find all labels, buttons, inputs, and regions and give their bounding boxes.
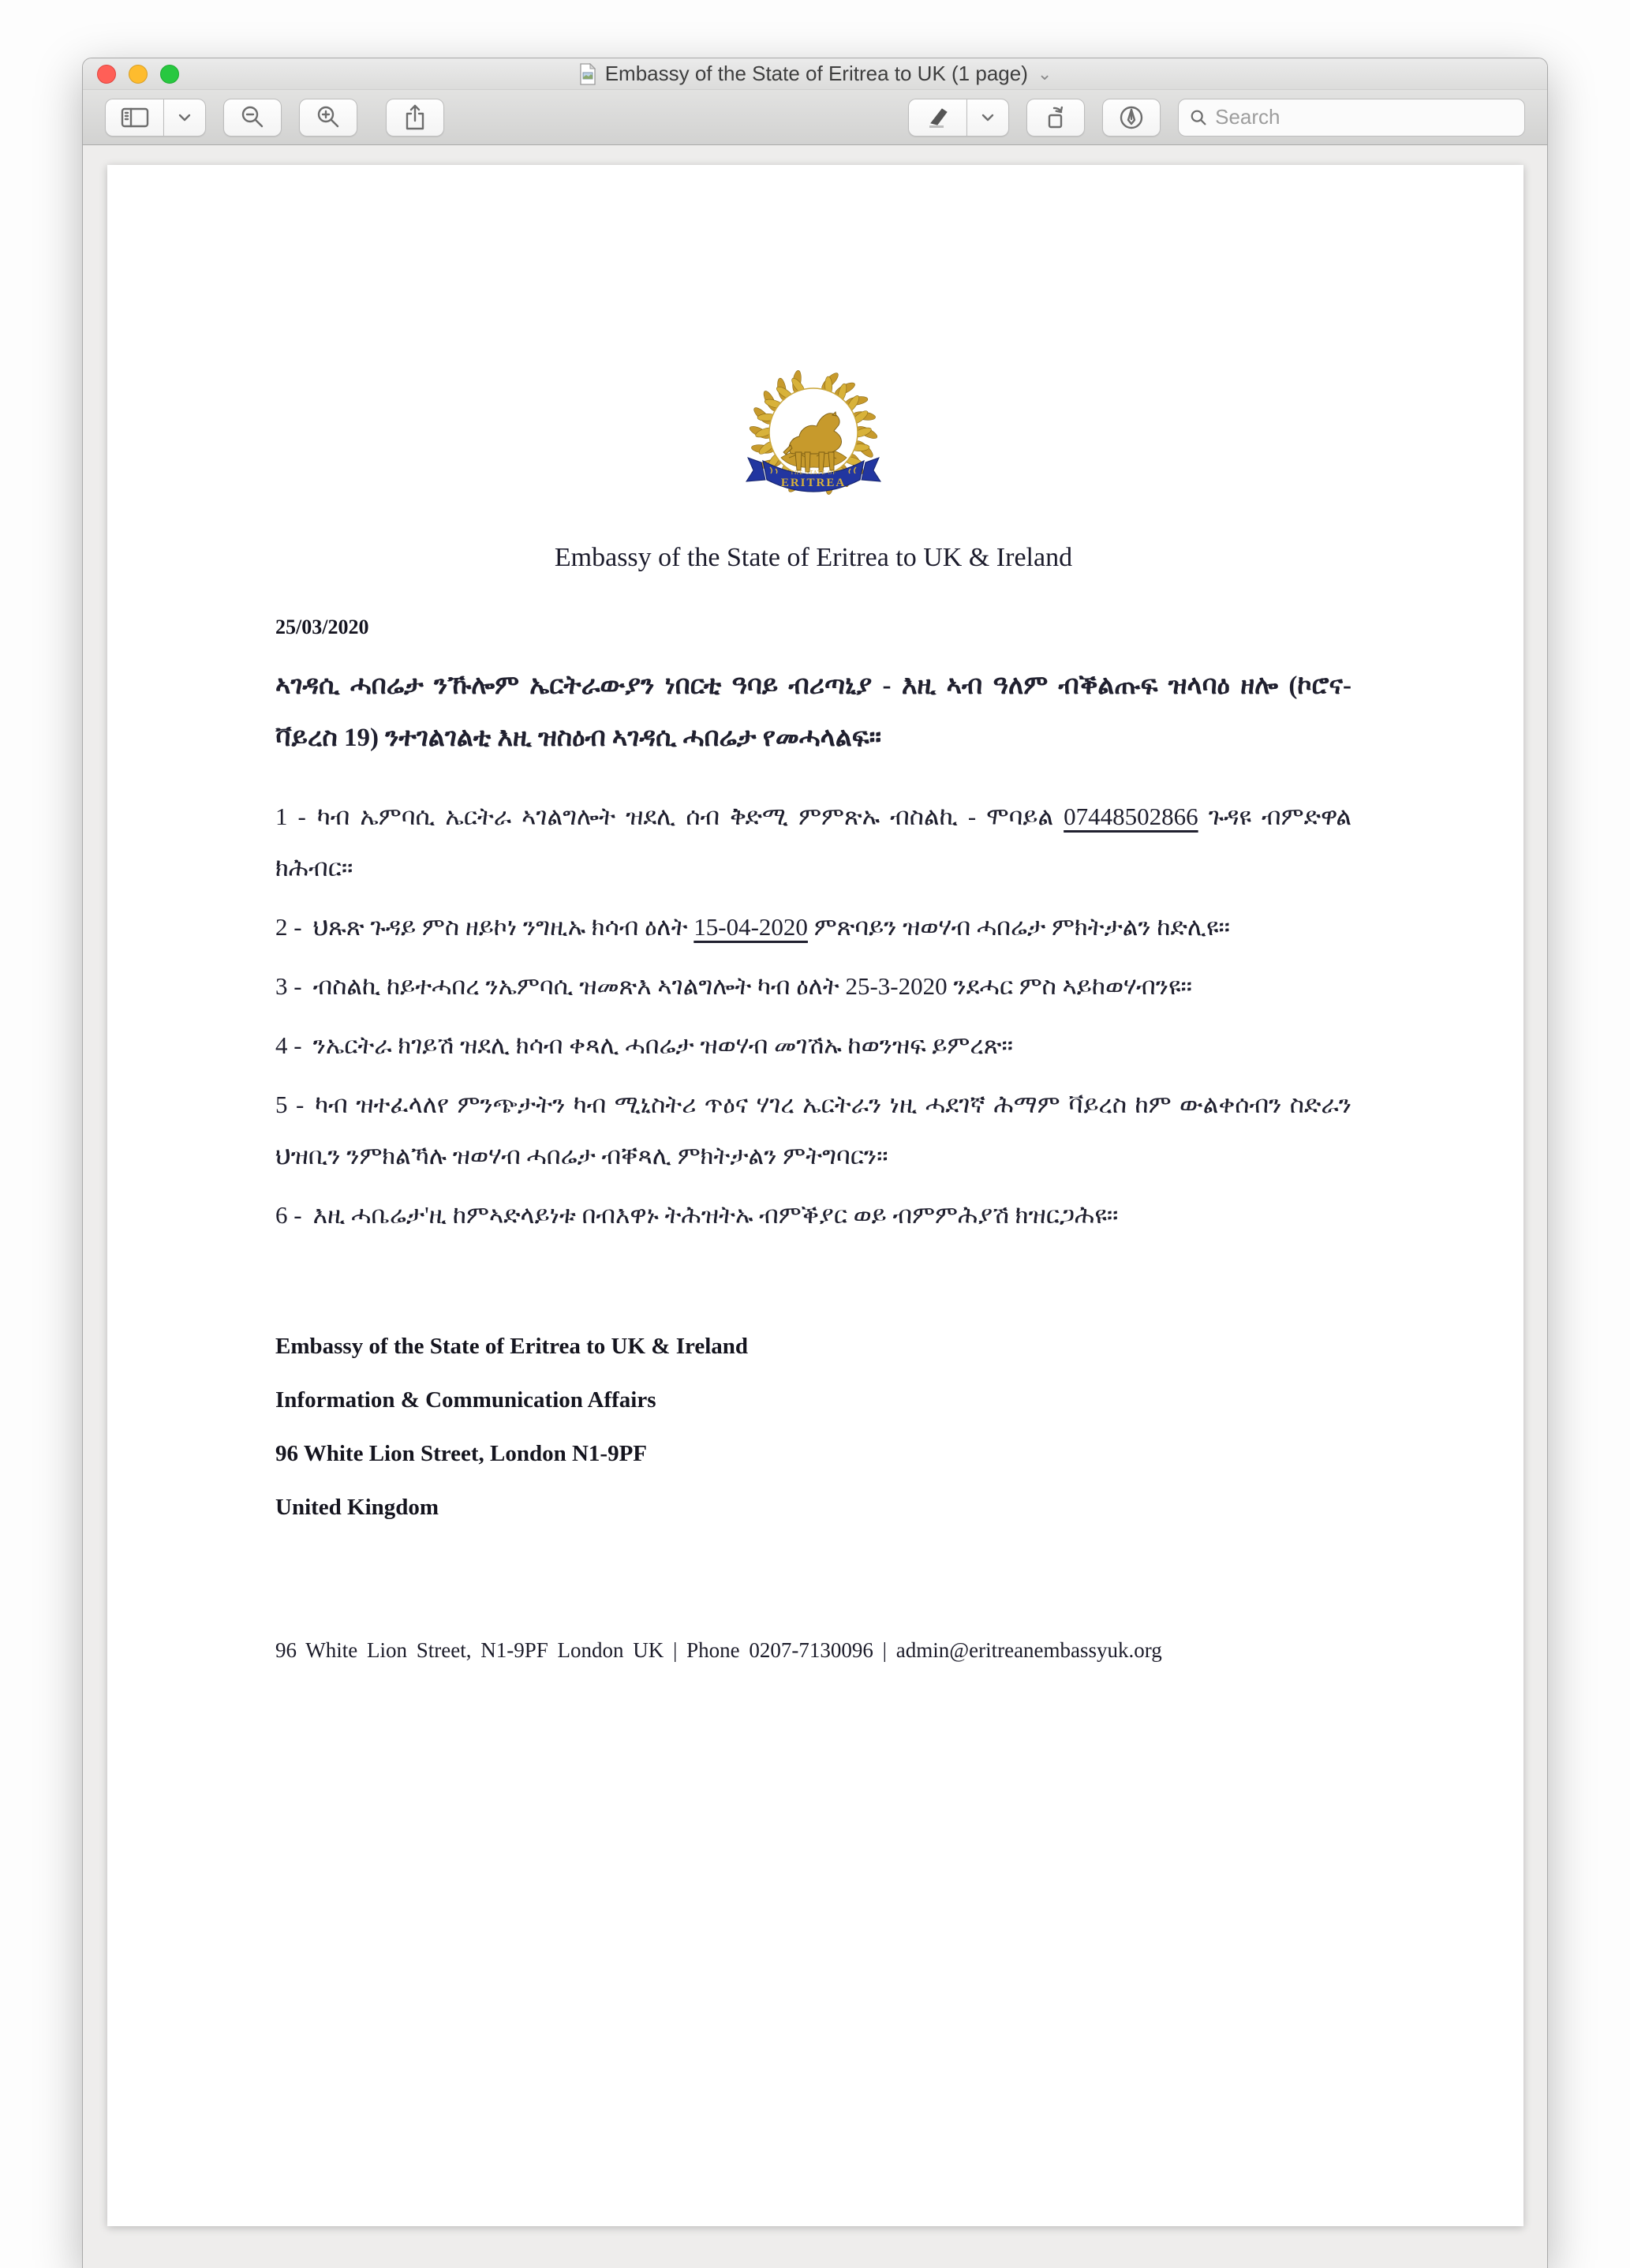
- notice-heading: ኣገዳሲ ሓበሬታ ንኹሎም ኤርትራውያን ነበርቲ ዓባይ ብሪጣኒያ - እዚ ኣብ ዓለም ብቕልጡፍ ዝላባዕ ዘሎ (ኮሮና-ቫይረስ 19) ንተገልገልቲ እዚ ዝስዕብ ኣገዳሲ ሓበሬታ የመሓላልፍ።: [275, 672, 1351, 752]
- pdf-page: [107, 165, 1523, 2226]
- document-proxy-icon: [578, 63, 597, 85]
- list-item: 3 - ብስልኪ ከይተሓበረ ንኤምባሲ ዝመጽእ ኣገልግሎት ካብ ዕለት 25-3-2020 ንደሓር ምስ ኣይከወሃብንዩ።: [275, 972, 1192, 1000]
- list-item: 1 - ካብ ኤምባሲ ኤርትራ ኣገልግሎት ዝደሊ ሰብ ቅድሚ ምምጽኡ ብስልኪ - ሞባይል 07448502866 ጉዳዩ ብምድዋል ክሕብር።: [275, 803, 1351, 881]
- list-item: 5 - ካብ ዝተፈላለየ ምንጭታትን ካብ ሚኒስትሪ ጥዕና ሃገረ ኤርትራን ነዚ ሓደገኛ ሕማም ቫይረስ ከም ውልቀሰብን ስድራን ህዝቢን ንምክልኻሉ ዝወሃብ ሓበሬታ ብቐጻሊ ምክትታልን ምትግባርን።: [275, 1091, 1351, 1170]
- titlebar[interactable]: [83, 58, 1547, 90]
- signature-block: [275, 1319, 1351, 1534]
- list-item: 2 - ህጹጽ ጉዳይ ምስ ዘይኮነ ንግዚኡ ክሳብ ዕለት 15-04-2020 ምጽባይን ዝወሃብ ሓበሬታ ምክትታልን ከድሊዩ።: [275, 913, 1230, 941]
- zoom-in-button[interactable]: [299, 99, 357, 137]
- traffic-lights: [97, 65, 179, 84]
- signature-line: Information & Communication Affairs: [275, 1387, 656, 1413]
- chevron-down-icon: [981, 114, 994, 122]
- preview-window: [82, 58, 1548, 2268]
- rotate-left-button[interactable]: [1026, 99, 1085, 137]
- share-button[interactable]: [386, 99, 444, 137]
- zoom-out-button[interactable]: [223, 99, 282, 137]
- toolbar: [83, 90, 1547, 145]
- emblem-banner-text: ERITREA: [780, 477, 847, 489]
- zoom-out-icon: [239, 104, 266, 131]
- share-icon: [403, 103, 427, 132]
- chevron-down-icon: [178, 114, 191, 122]
- minimize-button[interactable]: [129, 65, 148, 84]
- signature-line: United Kingdom: [275, 1495, 439, 1520]
- signature-line: 96 White Lion Street, London N1-9PF: [275, 1441, 648, 1466]
- highlight-button[interactable]: [908, 99, 966, 137]
- deadline-date: 15-04-2020: [693, 913, 808, 941]
- phone-number: 07448502866: [1064, 803, 1198, 830]
- document-date: 25/03/2020: [275, 616, 369, 638]
- highlighter-pen-icon: [926, 106, 950, 129]
- rotate-left-icon: [1042, 104, 1069, 131]
- list-item: 6 - እዚ ሓቤሬታ'ዚ ከምኣድላይነቱ በብእዋኑ ትሕዝትኡ ብምቕያር ወይ ብምምሕያሽ ክዝርጋሕዩ።: [275, 1201, 1119, 1229]
- sidebar-toggle-button[interactable]: [105, 99, 163, 137]
- title-chevron-icon[interactable]: ⌄: [1037, 63, 1052, 84]
- search-input[interactable]: [1215, 105, 1513, 129]
- window-title: Embassy of the State of Eritrea to UK (1 page): [604, 62, 1028, 85]
- search-field[interactable]: [1178, 99, 1525, 137]
- pen-in-circle-icon: [1118, 104, 1145, 131]
- signature-line: Embassy of the State of Eritrea to UK & Ireland: [275, 1334, 749, 1359]
- list-item: 4 - ንኤርትራ ክገይሽ ዝደሊ ክሳብ ቀጻሊ ሓበሬታ ዝወሃብ መገሽኡ ከወንዝፍ ይምረጽ።: [275, 1031, 1013, 1059]
- document-view[interactable]: [83, 146, 1547, 2268]
- close-button[interactable]: [97, 65, 116, 84]
- eritrea-coat-of-arms: [742, 363, 885, 510]
- embassy-title: Embassy of the State of Eritrea to UK & Ireland: [554, 543, 1073, 572]
- search-icon: [1190, 108, 1207, 127]
- sidebar-icon: [120, 106, 150, 129]
- zoom-in-icon: [315, 104, 342, 131]
- emblem-banner-small-text: THE STATE OF: [790, 470, 837, 476]
- highlight-options-chevron[interactable]: [966, 99, 1009, 137]
- notice-items: [275, 791, 1351, 1241]
- page-footer: 96 White Lion Street, N1-9PF London UK | Phone 0207-7130096 | admin@eritreanembassyuk.org: [275, 1638, 1162, 1662]
- fullscreen-button[interactable]: [160, 65, 179, 84]
- sidebar-options-chevron[interactable]: [163, 99, 206, 137]
- markup-toolbar-button[interactable]: [1102, 99, 1161, 137]
